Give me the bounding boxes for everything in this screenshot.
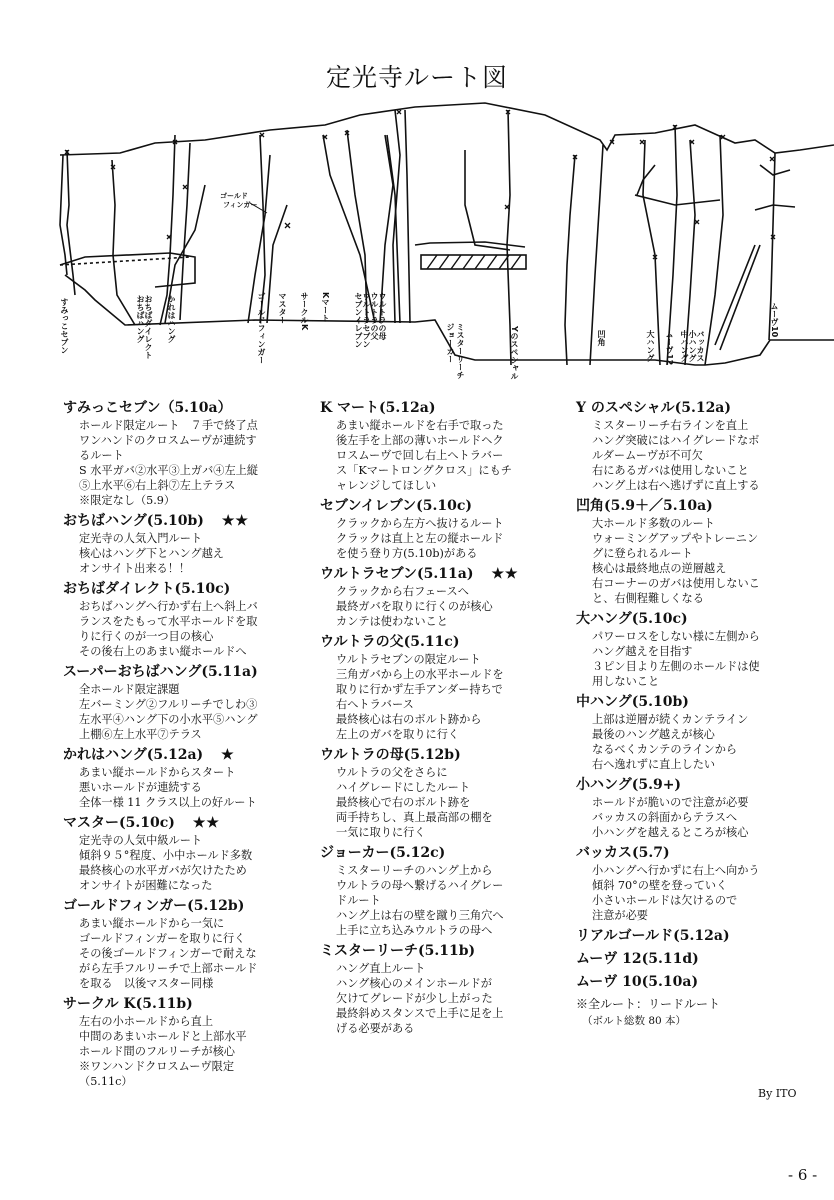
- route-description-line: ３ピン目より左側のホールドは使: [592, 660, 760, 673]
- route-description-line: クラックから左方へ抜けるルート: [336, 517, 504, 530]
- route-name: [63, 896, 308, 916]
- route-description-line: グに登られるルート: [592, 547, 693, 560]
- route-name: [320, 398, 570, 418]
- route-column-1: [63, 398, 308, 1092]
- route-name-text: 中ハング(5.10b): [576, 694, 689, 710]
- route-description-line: なるべくカンテのラインから: [592, 743, 738, 756]
- route-name-text: Y のスペシャル(5.12a): [576, 400, 732, 416]
- lead-route-note: ※全ルート：リードルート: [576, 997, 721, 1011]
- route-description-line: その後右上のあまい縦ホールドへ: [79, 645, 247, 658]
- route-description-line: ハイグレードにしたルート: [336, 781, 471, 794]
- route-description-line: 小ハングを越えるところが核心: [592, 826, 749, 839]
- route-description-line: ランスをたもって水平ホールドを取: [79, 615, 258, 628]
- route-description-line: 注意が必要: [592, 909, 648, 922]
- route-name-text: おちばダイレクト(5.10c): [63, 581, 231, 597]
- bolt-count-note: （ボルト総数 80 本）: [582, 1015, 687, 1027]
- route-name: [576, 398, 826, 418]
- route-description-line: 一気に取りに行く: [336, 826, 426, 839]
- route-description-line: 定光寺の人気中級ルート: [79, 834, 203, 847]
- route-description-line: おちばハングへ行かず右上へ斜上バ: [79, 600, 258, 613]
- route-description-line: ワンハンドのクロスムーヴが連続す: [79, 434, 257, 447]
- route-name: [320, 745, 570, 765]
- route-name: [576, 926, 826, 946]
- wall-label: サークルK: [300, 292, 309, 331]
- wall-label: 小ハング: [688, 330, 697, 362]
- route-name: [320, 632, 570, 652]
- route-name: [320, 564, 570, 584]
- route-description-line: 傾斜 70°の壁を登っていく: [592, 879, 728, 892]
- route-entry: [63, 511, 308, 576]
- route-entry: [576, 692, 826, 772]
- route-name: [576, 692, 826, 712]
- svg-text:フィンガー: フィンガー: [223, 201, 258, 209]
- wall-label: Yのスペシャル: [510, 326, 519, 380]
- route-description-line: りに行くのが一つ目の核心: [79, 630, 214, 643]
- route-name-text: ウルトラの母(5.12b): [320, 747, 461, 763]
- route-entry: [320, 745, 570, 840]
- route-name-text: ムーヴ 12(5.11d): [576, 951, 699, 967]
- route-entry: [576, 949, 826, 969]
- route-name-text: バッカス(5.7): [576, 845, 670, 861]
- wall-label: セブンイレブン: [354, 292, 363, 348]
- route-description-line: 左水平④ハング下の小水平⑤ハング: [79, 713, 258, 726]
- route-description-line: がら左手フルリーチで上部ホールド: [79, 962, 258, 975]
- route-description-line: 中間のあまいホールドと上部水平: [79, 1030, 247, 1043]
- route-description-line: 上部は逆層が続くカンテライン: [592, 713, 749, 726]
- route-description-line: 取りに行かず左手アンダー持ちで: [336, 683, 503, 696]
- svg-text:ゴールド: ゴールド: [220, 192, 248, 200]
- route-description-line: 右にあるガバは使用しないこと: [592, 464, 749, 477]
- route-name-text: サークル K(5.11b): [63, 996, 193, 1012]
- route-entry: [576, 496, 826, 606]
- wall-label: おちばダイレクト: [144, 295, 153, 359]
- wall-label: ムーヴ10: [770, 302, 779, 338]
- route-column-2: [320, 398, 570, 1039]
- route-description-line: ウルトラセブンの限定ルート: [336, 653, 481, 666]
- route-entry: [320, 843, 570, 938]
- route-description-line: オンサイトが困難になった: [79, 879, 213, 892]
- route-name-text: すみっこセブン（5.10a）: [63, 400, 232, 416]
- route-description-line: ハング上は右の壁を蹴り三角穴へ: [336, 909, 504, 922]
- route-description-line: ミスターリーチのハング上から: [336, 864, 493, 877]
- route-description-line: ルダームーヴが不可欠: [592, 449, 703, 462]
- route-entry: [576, 972, 826, 992]
- page-number: - 6 -: [788, 1166, 818, 1184]
- route-description-line: ハング突破にはハイグレードなボ: [592, 434, 760, 447]
- wall-label: すみっこセブン: [60, 298, 69, 354]
- route-description-line: 定光寺の人気入門ルート: [79, 532, 203, 545]
- route-description-line: 右へトラバース: [336, 698, 414, 711]
- route-description-line: 全ホールド限定課題: [79, 683, 180, 696]
- wall-label: ムーヴ12: [665, 330, 674, 366]
- route-description-line: ハング直上ルート: [336, 962, 426, 975]
- route-description-line: 左右の小ホールドから直上: [79, 1015, 214, 1028]
- route-entry: [63, 813, 308, 893]
- star-rating: ★★: [192, 815, 220, 831]
- route-description-line: ハング上は右へ逃げずに直上する: [592, 479, 760, 492]
- route-name-text: ミスターリーチ(5.11b): [320, 943, 476, 959]
- route-description-line: 核心はハング下とハング越え: [79, 547, 224, 560]
- route-description-line: クラックは直上と左の縦ホールド: [336, 532, 504, 545]
- route-entry: [63, 662, 308, 742]
- route-description-line: 最終斜めスタンスで上手に足を上: [336, 1007, 504, 1020]
- route-description-line: ス「Kマートロングクロス」にもチ: [336, 464, 512, 477]
- star-rating: ★★: [221, 513, 249, 529]
- route-name-text: ムーヴ 10(5.10a): [576, 974, 699, 990]
- star-rating: ★★: [491, 566, 519, 582]
- route-description-line: 小さいホールドは欠けるので: [592, 894, 738, 907]
- route-name: [320, 941, 570, 961]
- route-entry: [576, 926, 826, 946]
- route-description-line: げる必要がある: [336, 1022, 415, 1035]
- route-description-line: ホールド限定ルート ７手で終了点: [79, 419, 258, 432]
- wall-label: 中ハング: [680, 330, 689, 362]
- route-description-line: 三角ガバから上の水平ホールドを: [336, 668, 504, 681]
- route-description-line: 上棚⑥左上水平⑦テラス: [79, 728, 202, 741]
- route-name: [63, 994, 308, 1014]
- route-name-text: 大ハング(5.10c): [576, 611, 688, 627]
- route-name-text: ゴールドフィンガー(5.12b): [63, 898, 245, 914]
- route-entry: [320, 941, 570, 1036]
- page-title: 定光寺ルート図: [325, 63, 508, 92]
- wall-label: おちばハング: [136, 295, 145, 343]
- route-description-line: あまい縦ホールドから一気に: [79, 917, 225, 930]
- route-description-line: 右コーナーのガバは使用しないこ: [592, 577, 760, 590]
- route-name-text: おちばハング(5.10b): [63, 513, 204, 529]
- route-name: [576, 496, 826, 516]
- route-description-line: を使う登り方(5.10b)がある: [336, 547, 478, 560]
- route-name-text: ウルトラの父(5.11c): [320, 634, 460, 650]
- route-description-line: 最後のハング越えが核心: [592, 728, 715, 741]
- wall-label: ミスターリーチ: [456, 323, 465, 379]
- route-description-line: ロスムーヴで回し右上へトラバー: [336, 449, 504, 462]
- route-name: [63, 813, 308, 833]
- route-name-text: マスター(5.10c): [63, 815, 175, 831]
- wall-label: ウルトラの母: [378, 292, 387, 340]
- route-description-line: を取る 以後マスター同様: [79, 977, 214, 990]
- route-description-line: 後左手を上部の薄いホールドヘク: [336, 434, 504, 447]
- route-description-line: 左上のガバを取りに行く: [336, 728, 460, 741]
- route-name: [63, 745, 308, 765]
- wall-label: ジョーカー: [446, 323, 455, 363]
- route-entry: [63, 579, 308, 659]
- route-description-line: ドルート: [336, 894, 381, 907]
- route-description-line: 最終ガバを取りに行くのが核心: [336, 600, 493, 613]
- route-description-line: ウルトラの父をさらに: [336, 766, 448, 779]
- route-description-line: S 水平ガバ②水平③上ガバ④左上縦: [79, 464, 259, 477]
- route-entry: [63, 745, 308, 810]
- route-description-line: あまい縦ホールドからスタート: [79, 766, 236, 779]
- route-entry: [320, 564, 570, 629]
- route-description-line: 最終核心で右のボルト跡を: [336, 796, 471, 809]
- byline: By ITO: [758, 1087, 797, 1100]
- route-name-text: かれはハング(5.12a): [63, 747, 204, 763]
- route-description-line: ホールド間のフルリーチが核心: [79, 1045, 235, 1058]
- wall-label: バッカス: [696, 330, 705, 362]
- route-entry: [320, 632, 570, 742]
- route-description-line: ゴールドフィンガーを取りに行く: [79, 932, 246, 945]
- route-description-line: 大ホールド多数のルート: [592, 517, 715, 530]
- route-description-line: ※ワンハンドクロスムーヴ限定: [79, 1060, 235, 1073]
- route-description-line: 用しないこと: [592, 675, 660, 688]
- route-name-text: 小ハング(5.9+): [576, 777, 682, 793]
- route-description-line: パワーロスをしない様に左側から: [592, 630, 760, 643]
- route-name: [63, 579, 308, 599]
- route-description-line: あまい縦ホールドを右手で取った: [336, 419, 504, 432]
- route-description-line: ウォーミングアップやトレーニン: [592, 532, 759, 545]
- route-name: [320, 496, 570, 516]
- route-entry: [63, 398, 308, 508]
- route-description-line: 右へ逸れずに直上したい: [592, 758, 716, 771]
- route-description-line: るルート: [79, 449, 124, 462]
- route-name: [320, 843, 570, 863]
- route-description-line: ⑤上水平⑥右上斜⑦左上テラス: [79, 479, 236, 492]
- route-name: [576, 775, 826, 795]
- route-name: [576, 609, 826, 629]
- route-description-line: ハング核心のメインホールドが: [336, 977, 492, 990]
- wall-label: ウルトラセブン: [362, 292, 371, 348]
- wall-label: 凹角: [597, 330, 606, 346]
- route-description-line: ウルトラの母へ繋げるハイグレー: [336, 879, 504, 892]
- route-entry: [63, 896, 308, 991]
- route-description-line: 核心は最終地点の逆層越え: [592, 562, 727, 575]
- route-entry: [320, 398, 570, 493]
- wall-label: ゴールドフィンガー: [257, 292, 266, 364]
- route-description-line: ※限定なし（5.9）: [79, 494, 176, 507]
- route-name-text: K マート(5.12a): [320, 400, 436, 416]
- route-name-text: ジョーカー(5.12c): [320, 845, 446, 861]
- route-description-line: 悪いホールドが連続する: [79, 781, 202, 794]
- star-rating: ★: [221, 747, 235, 763]
- route-name: [576, 949, 826, 969]
- route-description-line: 傾斜９５°程度、小中ホールド多数: [79, 849, 253, 862]
- route-name: [576, 843, 826, 863]
- route-name: [63, 398, 308, 418]
- route-description-line: 小ハングへ行かずに右上へ向かう: [592, 864, 760, 877]
- route-description-line: オンサイト出来る！！: [79, 562, 191, 575]
- route-entry: [576, 398, 826, 493]
- route-description-line: バッカスの斜面からテラスへ: [592, 811, 738, 824]
- route-description-line: と、右側程難しくなる: [592, 592, 704, 605]
- route-description-line: その後ゴールドフィンガーで耐えな: [79, 947, 257, 960]
- route-description-line: 全体一様 11 クラス以上の好ルート: [79, 796, 257, 809]
- route-name: [63, 662, 308, 682]
- route-description-line: 両手持ちし、真上最高部の棚を: [336, 811, 493, 824]
- route-description-line: ホールドが脆いので注意が必要: [592, 796, 749, 809]
- wall-label: マスター: [278, 292, 287, 324]
- route-column-3: [576, 398, 826, 1029]
- wall-label: ウルトラの父: [370, 292, 379, 340]
- route-name-text: 凹角(5.9＋／5.10a): [576, 498, 713, 514]
- route-name-text: セブンイレブン(5.10c): [320, 498, 473, 514]
- wall-label: Kマート: [321, 292, 330, 323]
- wall-label: かれはハング: [167, 295, 176, 343]
- route-name-text: リアルゴールド(5.12a): [576, 928, 730, 944]
- route-description-line: ミスターリーチ右ラインを直上: [592, 419, 749, 432]
- route-description-line: 左バーミング②フルリーチでしわ③: [79, 698, 258, 711]
- route-description-line: ャレンジしてほしい: [336, 479, 437, 492]
- route-description-line: ハング越えを目指す: [592, 645, 693, 658]
- route-description-line: 欠けてグレードが少し上がった: [336, 992, 493, 1005]
- route-entry: [576, 775, 826, 840]
- route-description-line: カンテは使わないこと: [336, 615, 448, 628]
- route-description-line: （5.11c）: [79, 1075, 133, 1088]
- route-name-text: ウルトラセブン(5.11a): [320, 566, 474, 582]
- route-name: [576, 972, 826, 992]
- route-entry: [576, 843, 826, 923]
- route-description-line: 上手に立ち込みウルトラの母へ: [336, 924, 493, 937]
- route-entry: [63, 994, 308, 1089]
- route-name-text: スーパーおちばハング(5.11a): [63, 664, 258, 680]
- route-entry: [320, 496, 570, 561]
- route-description-line: 最終核心は右のボルト跡から: [336, 713, 482, 726]
- route-entry: [576, 609, 826, 689]
- wall-label: 大ハング: [646, 330, 655, 362]
- route-name: [63, 511, 308, 531]
- route-description-line: クラックから右フェースへ: [336, 585, 469, 598]
- route-description-line: 最終核心の水平ガバが欠けたため: [79, 864, 247, 877]
